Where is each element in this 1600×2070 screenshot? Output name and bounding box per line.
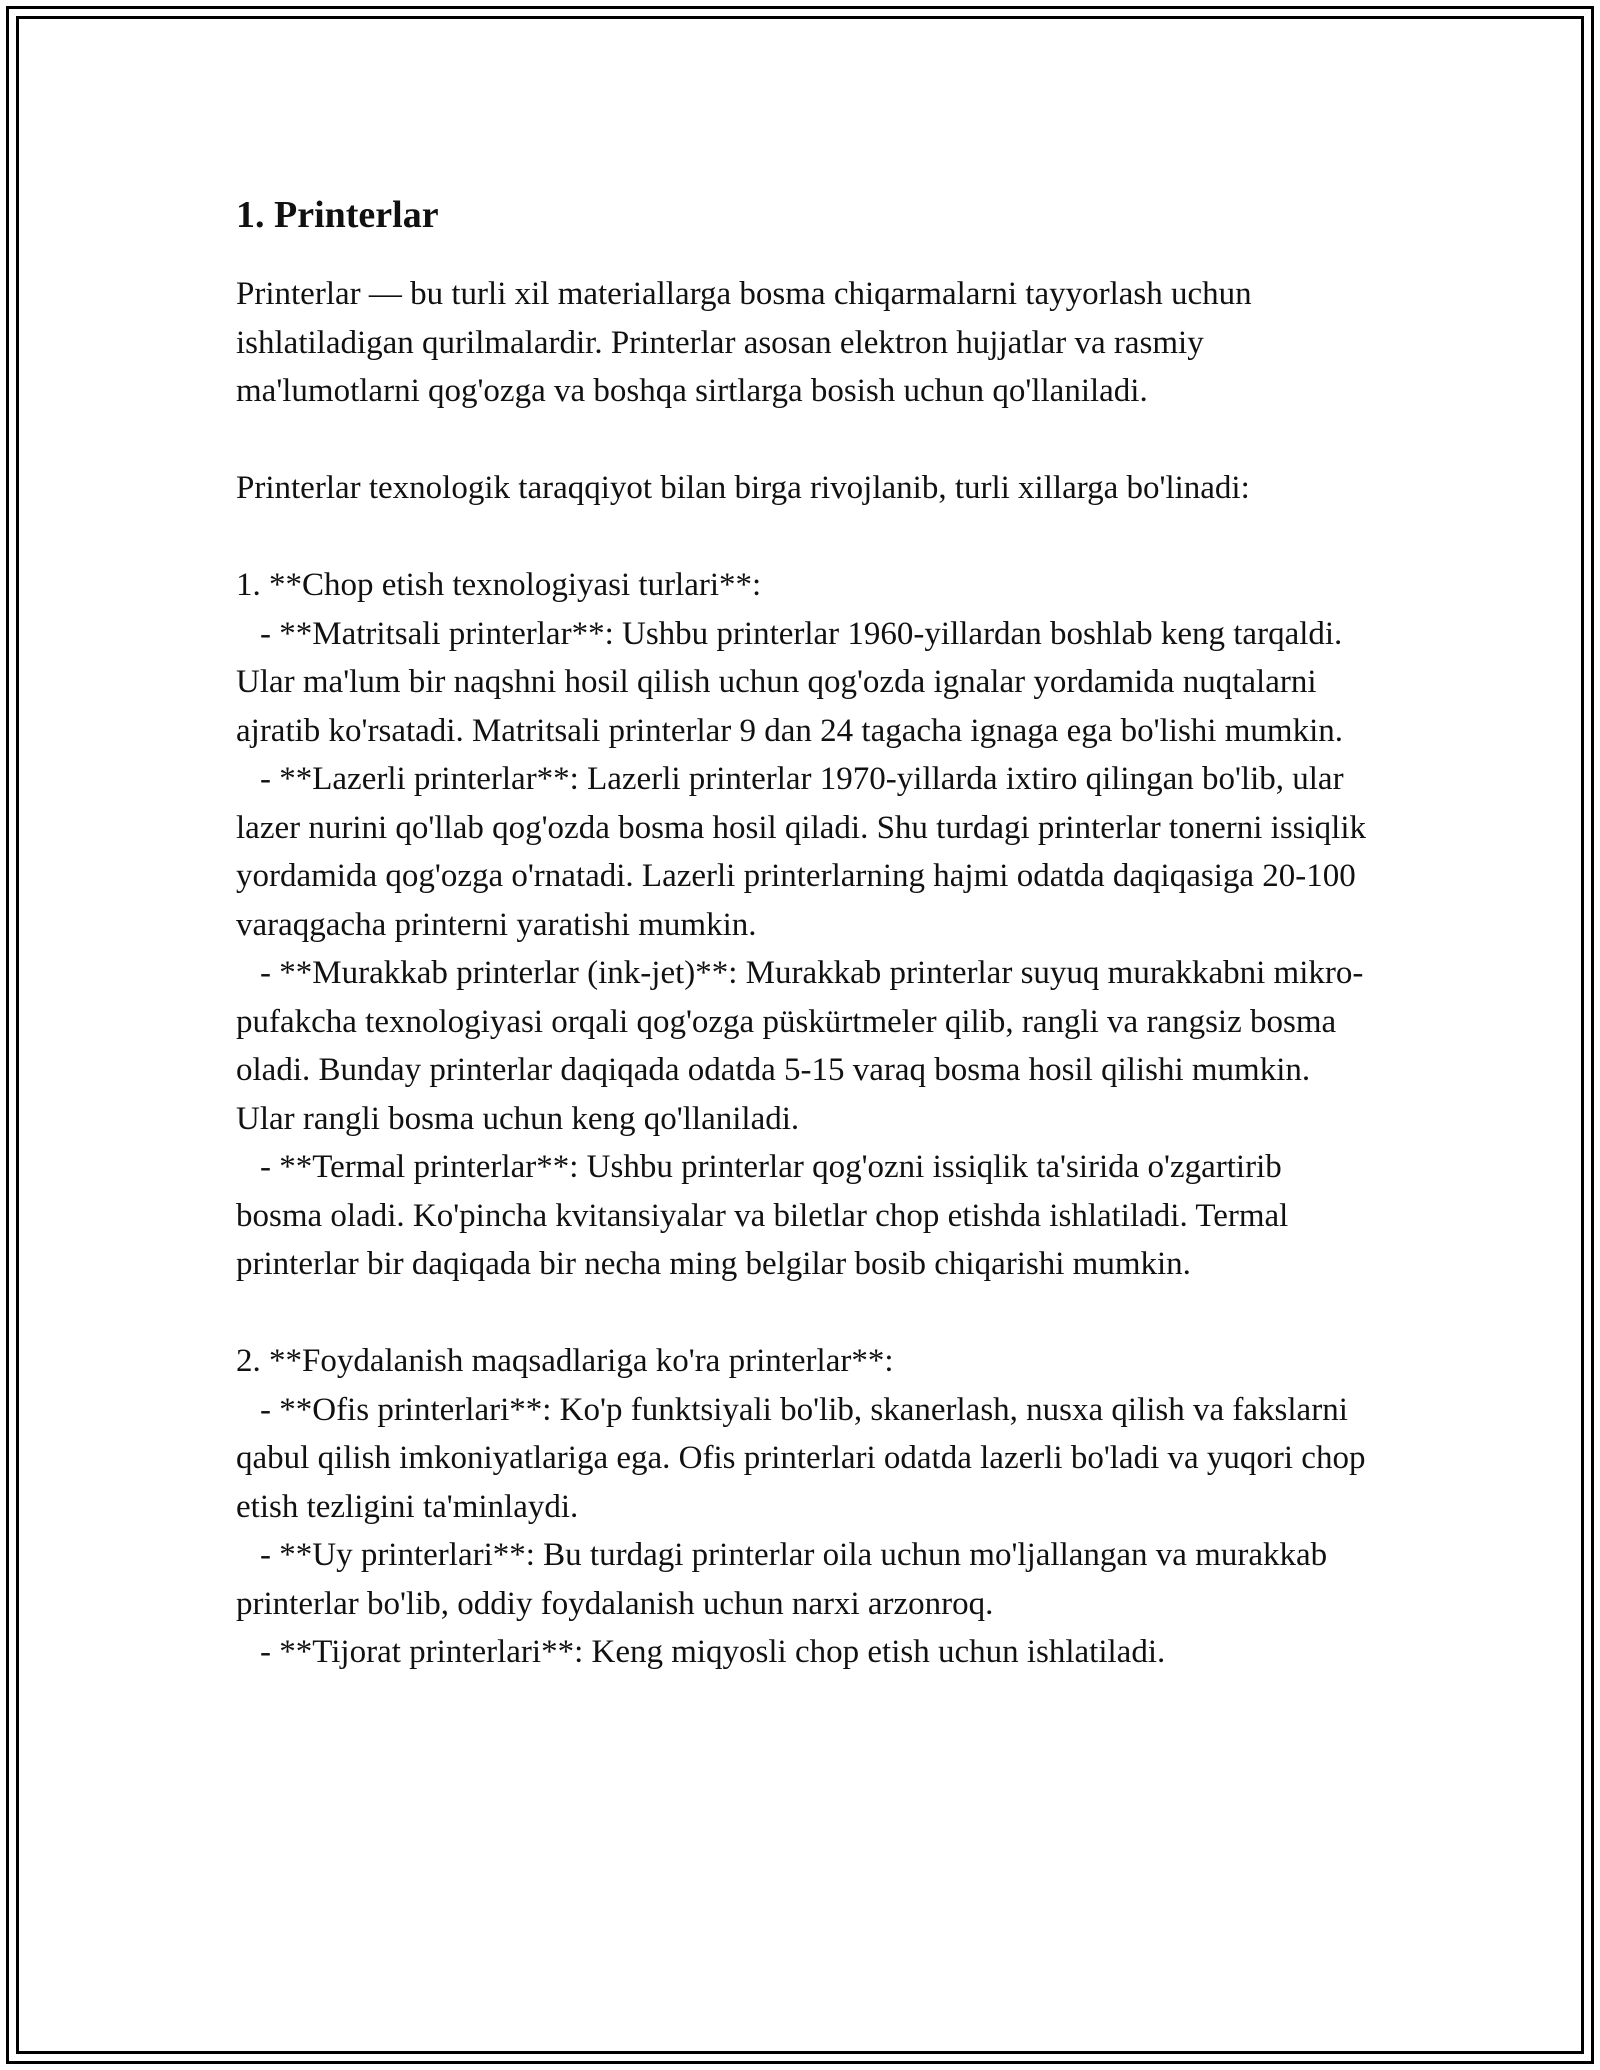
list-item: - **Uy printerlari**: Bu turdagi printerlar oila uchun mo'ljallangan va murakkab printerlar bo'lib, oddiy foydalanish uchun narxi arzonroq.	[236, 1537, 1328, 1622]
lead-paragraph: Printerlar texnologik taraqqiyot bilan birga rivojlanib, turli xillarga bo'linadi:	[236, 470, 1250, 506]
list-item: - **Ofis printerlari**: Ko'p funktsiyali bo'lib, skanerlash, nusxa qilish va fakslarni qabul qilish imkoniyatlariga ega. Ofis printerlari odatda lazerli bo'ladi va yuqori chop etish tezligini ta'minlaydi.	[236, 1391, 1366, 1525]
list-item: - **Murakkab printerlar (ink-jet)**: Murakkab printerlar suyuq murakkabni mikro-pufakcha texnologiyasi orqali qog'ozga püskürtmeler qilib, rangli va rangsiz bosma oladi. Bunday printerlar daqiqada odatda 5-15 varaq bosma hosil qilishi mumkin. Ular rangli bosma uchun keng qo'llaniladi.	[236, 955, 1364, 1137]
list-item: - **Termal printerlar**: Ushbu printerlar qog'ozni issiqlik ta'sirida o'zgartirib bosma oladi. Ko'pincha kvitansiyalar va biletlar chop etishda ishlatiladi. Termal printerlar bir daqiqada bir necha ming belgilar bosib chiqarishi mumkin.	[236, 1149, 1289, 1282]
list-item: - **Lazerli printerlar**: Lazerli printerlar 1970-yillarda ixtiro qilingan bo'lib, ular lazer nurini qo'llab qog'ozda bosma hosil qiladi. Shu turdagi printerlar tonerni issiqlik yordamida qog'ozga o'rnatadi. Lazerli printerlarning hajmi odatda daqiqasiga 20-100 varaqgacha printerni yaratishi mumkin.	[236, 761, 1367, 943]
document-body	[236, 190, 1376, 1677]
document-title: 1. Printerlar	[236, 194, 439, 236]
section-heading: 2. **Foydalanish maqsadlariga ko'ra printerlar**:	[236, 1343, 894, 1379]
intro-paragraph: Printerlar — bu turli xil materiallarga bosma chiqarmalarni tayyorlash uchun ishlatiladigan qurilmalardir. Printerlar asosan elektron hujjatlar va rasmiy ma'lumotlarni qog'ozga va boshqa sirtlarga bosish uchun qo'llaniladi.	[236, 276, 1252, 409]
list-item: - **Matritsali printerlar**: Ushbu printerlar 1960-yillardan boshlab keng tarqaldi. Ular ma'lum bir naqshni hosil qilish uchun qog'ozda ignalar yordamida nuqtalarni ajratib ko'rsatadi. Matritsali printerlar 9 dan 24 tagacha ignaga ega bo'lishi mumkin.	[236, 615, 1343, 749]
list-item: - **Tijorat printerlari**: Keng miqyosli chop etish uchun ishlatiladi.	[260, 1634, 1166, 1670]
section-heading: 1. **Chop etish texnologiyasi turlari**:	[236, 567, 762, 603]
